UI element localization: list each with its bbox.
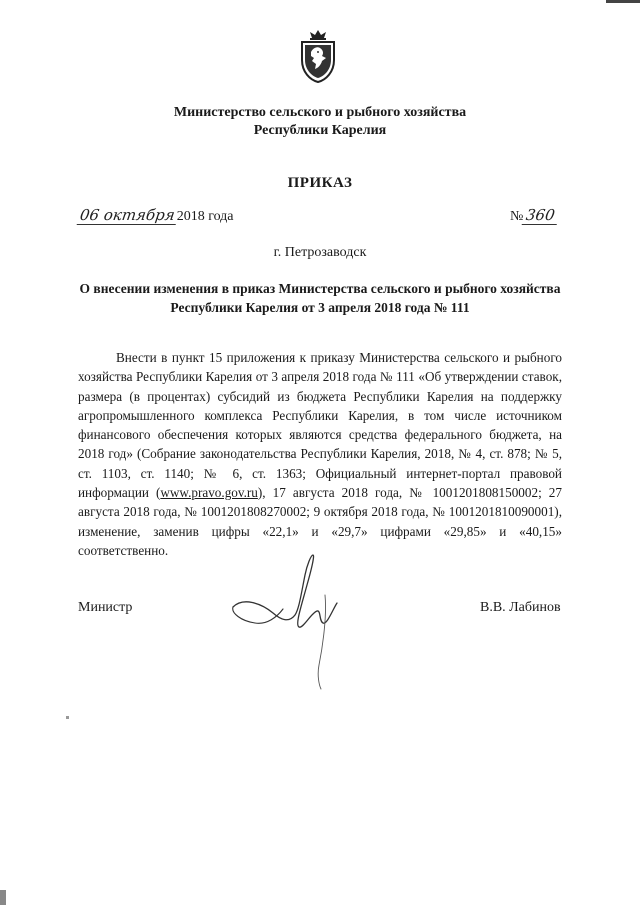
order-number — [510, 206, 558, 225]
handwritten-number: 360 — [522, 206, 559, 225]
coat-of-arms-icon — [296, 28, 340, 84]
number-prefix: № — [510, 209, 524, 224]
scan-artifact — [66, 716, 69, 719]
order-date — [78, 206, 234, 225]
scan-artifact — [606, 0, 640, 3]
date-suffix: 2018 года — [176, 209, 234, 224]
body-part1: Внести в пункт 15 приложения к приказу Министерства сельского и рыбного хозяйства Республики Карелия от 3 апреля 2018 года № 111 «Об утверждении ставок, размера (в процентах) субсидий из бюджета Республики Карелия на поддержку агропромышленного комплекса Республики Карелия, в том числе источником финансового обеспечения которых являются средства федерального бюджета, на 2018 год» (Собрание законодательства Республики Карелия, 2018, № 4, ст. 878; № 5, ст. 1103, ст. 1140; № 6, ст. 1363; Официальный интернет-портал правовой информации ( — [78, 350, 562, 501]
pravo-link[interactable]: www.pravo.gov.ru — [160, 485, 258, 501]
scan-artifact — [0, 890, 6, 905]
ministry-name-line1: Министерство сельского и рыбного хозяйства — [173, 105, 467, 120]
order-subject — [78, 279, 562, 317]
signatory-position: Министр — [78, 600, 133, 615]
document-title: ПРИКАЗ — [287, 175, 353, 191]
subject-line1: О внесении изменения в приказ Министерства сельского и рыбного хозяйства — [79, 281, 561, 296]
body-part2: ), 17 августа 2018 года, № 1001201808150002; 27 августа 2018 года, № 1001201808270002; 9 октября 2018 года, № 1001201810090001), изменение, заменив цифры «22,1» и «29,7» цифрами «29,85» и «40,15» соответственно. — [78, 485, 562, 558]
handwritten-signature — [225, 545, 375, 695]
handwritten-date: 06 октября — [77, 206, 178, 225]
subject-line2: Республики Карелия от 3 апреля 2018 года № 111 — [170, 300, 470, 315]
ministry-name-line2: Республики Карелия — [253, 123, 387, 138]
city-line: г. Петрозаводск — [273, 245, 367, 260]
order-body — [78, 348, 562, 560]
signatory-name: В.В. Лабинов — [480, 600, 561, 615]
